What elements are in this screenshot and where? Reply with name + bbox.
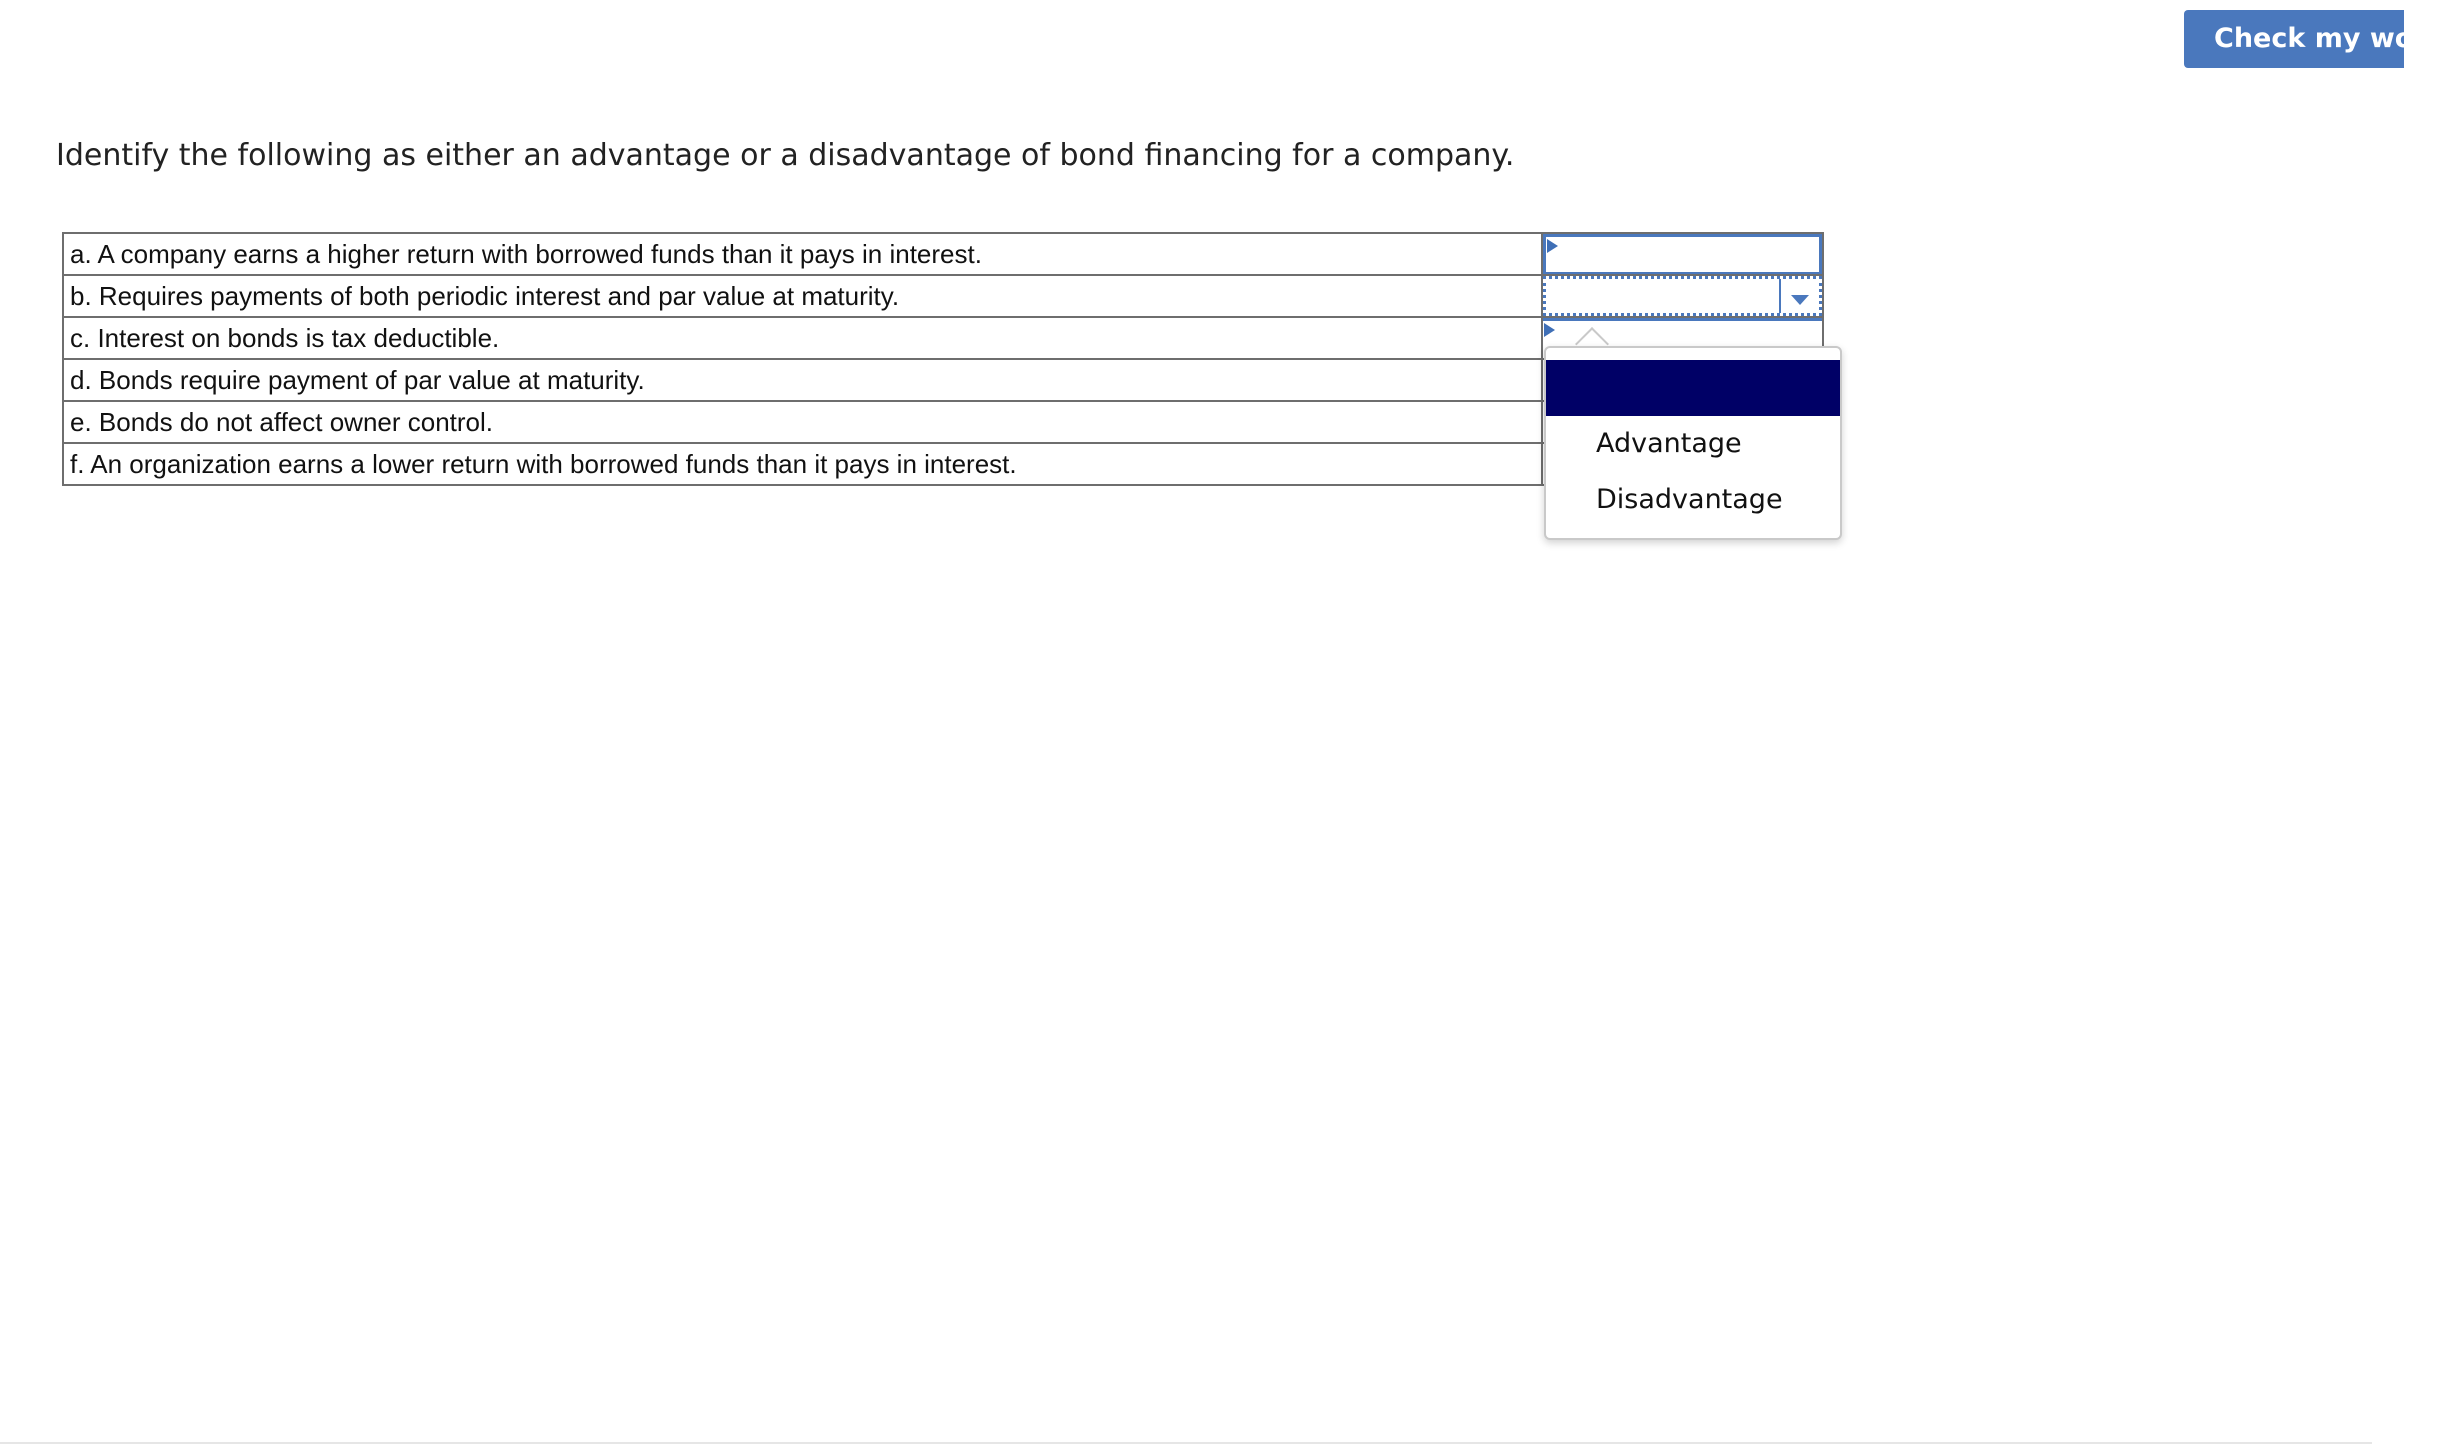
- statement-cell: e. Bonds do not affect owner control.: [63, 401, 1542, 443]
- table-row: [63, 233, 1823, 275]
- check-my-work-button[interactable]: Check my work: [2184, 10, 2404, 68]
- flag-icon: [1547, 239, 1558, 253]
- answer-select-b[interactable]: [1542, 275, 1823, 317]
- statement-cell: c. Interest on bonds is tax deductible.: [63, 317, 1542, 359]
- dropdown-option-disadvantage[interactable]: Disadvantage: [1596, 484, 1783, 515]
- flag-icon: [1544, 323, 1555, 337]
- statement-cell: b. Requires payments of both periodic interest and par value at maturity.: [63, 275, 1542, 317]
- question-instruction: Identify the following as either an advantage or a disadvantage of bond financing for a company.: [56, 138, 1515, 173]
- table-row: [63, 275, 1823, 317]
- chevron-down-icon: [1791, 295, 1809, 305]
- answer-input-box[interactable]: [1543, 234, 1822, 274]
- statement-cell: a. A company earns a higher return with borrowed funds than it pays in interest.: [63, 233, 1542, 275]
- statement-cell: f. An organization earns a lower return with borrowed funds than it pays in interest.: [63, 443, 1542, 485]
- dropdown-option-advantage[interactable]: Advantage: [1596, 428, 1742, 459]
- answer-select-focused[interactable]: [1543, 276, 1822, 316]
- dropdown-toggle[interactable]: [1779, 279, 1819, 313]
- answer-select-a[interactable]: [1542, 233, 1823, 275]
- dropdown-option-blank[interactable]: [1546, 360, 1840, 416]
- statement-cell: d. Bonds require payment of par value at maturity.: [63, 359, 1542, 401]
- dropdown-menu: [1544, 346, 1842, 540]
